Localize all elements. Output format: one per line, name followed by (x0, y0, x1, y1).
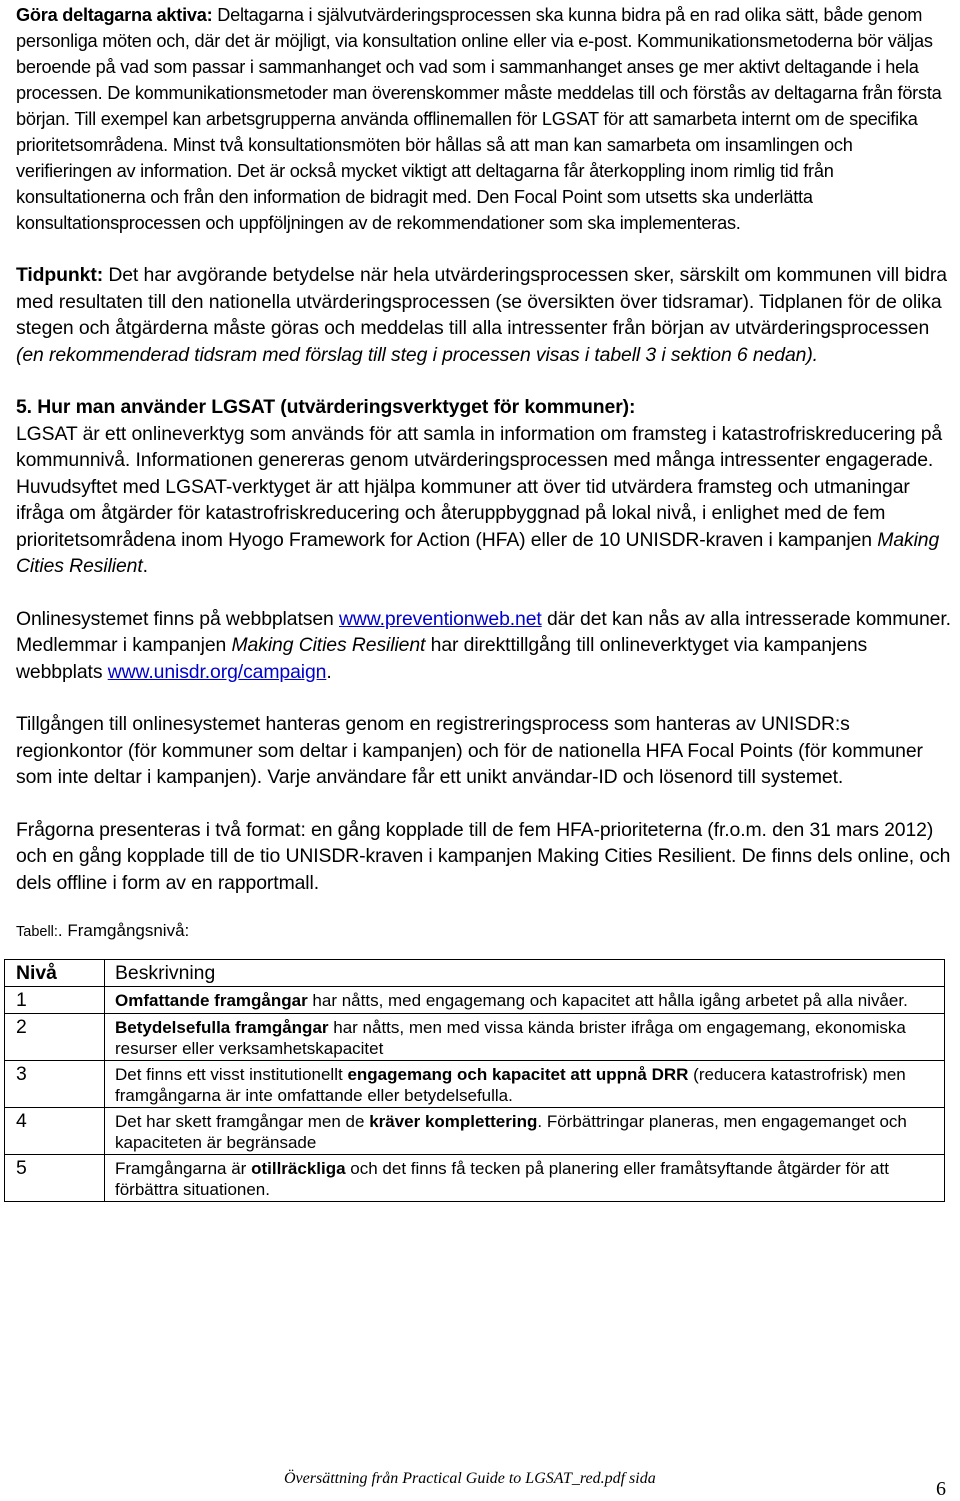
level-cell: 1 (5, 987, 105, 1014)
participants-text: Deltagarna i självutvärderingsprocessen ska kunna bidra på en rad olika sätt, både genom personliga möten och, där det är möjligt, via konsultation online eller via e-post. Kommunikationsmetoderna bör väljas beroende på vad som passar i sammanhanget och vad som i sammanhanget anses ge mer aktivt deltagande i hela processen. De kommunikationsmetoder man överenskommer måste meddelas till och förstås av deltagarna från första början. Till exempel kan arbetsgrupperna använda offlinemallen för LGSAT för att samarbeta internt om de specifika prioritetsområdena. Minst två konsultationsmöten bör hållas så att man kan samarbeta om insamlingen och verifieringen av information. Det är också mycket viktigt att deltagarna får återkoppling inom rimlig tid från konsultationerna och från den information de bidragit med. Den Focal Point som utsetts ska underlätta konsultationsprocessen och uppföljningen av de rekommendationer som ska implementeras. (16, 5, 942, 233)
document-page (16, 2, 952, 1202)
level-cell: 5 (5, 1155, 105, 1202)
paragraph-questions: Frågorna presenteras i två format: en gång kopplade till de fem HFA-prioriteterna (fr.o.m. den 31 mars 2012) och en gång kopplade till de tio UNISDR-kraven i kampanjen Making Cities Resilient. De finns dels online, och dels offline i form av en rapportmall. (16, 818, 951, 894)
paragraph-access: Tillgången till onlinesystemet hanteras genom en registreringsprocess som hanteras av UNISDR:s regionkontor (för kommuner som deltar i kampanjen) och för de nationella HFA Focal Points (för kommuner som inte deltar i kampanjen). Varje användare får ett unikt användar-ID och lösenord till systemet. (16, 713, 923, 788)
participants-heading: Göra deltagarna aktiva: (16, 5, 213, 25)
table-row (5, 1014, 945, 1061)
description-cell: Det har skett framgångar men de kräver komplettering. Förbättringar planeras, men engagemanget och kapaciteten är begränsade (105, 1108, 945, 1155)
table-caption-prefix: Tabell: (16, 924, 58, 940)
preventionweb-link[interactable]: www.preventionweb.net (339, 607, 542, 630)
paragraph-online: Onlinesystemet finns på webbplatsen www.preventionweb.net där det kan nås av alla intresserade kommuner. Medlemmar i kampanjen Making Cities Resilient har direkttillgång till onlineverktyget via kampanjens webbplats www.unisdr.org/campaign. (16, 607, 951, 683)
online-campaign-name: Making Cities Resilient (231, 634, 426, 656)
success-level-table (4, 959, 945, 1202)
section-5-heading: 5. Hur man använder LGSAT (utvärderingsverktyget för kommuner): (16, 396, 636, 418)
paragraph-participants (16, 2, 952, 236)
header-level: Nivå (5, 960, 105, 987)
table-header-row (5, 960, 945, 987)
table-row (5, 1108, 945, 1155)
table-caption (16, 920, 952, 943)
description-cell: Det finns ett visst institutionellt engagemang och kapacitet att uppnå DRR (reducera katastrofrisk) men framgångarna är inte omfattande eller betydelsefulla. (105, 1061, 945, 1108)
unisdr-campaign-link[interactable]: www.unisdr.org/campaign (107, 660, 327, 683)
timing-text: Det har avgörande betydelse när hela utvärderingsprocessen sker, särskilt om kommunen vill bidra med resultaten till den nationella utvärderingsprocessen (se översikten över tidsramar). Tidplanen för de olika stegen och åtgärderna måste göras och meddelas till alla intressenter från början av utvärderingsprocessen (16, 264, 947, 339)
description-cell: Omfattande framgångar har nåtts, med engagemang och kapacitet att hålla igång arbetet på alla nivåer. (105, 987, 945, 1014)
section-5: 5. Hur man använder LGSAT (utvärderingsverktyget för kommuner): LGSAT är ett onlineverktyg som används för att samla in information om framsteg i katastrofriskreducering på kommunnivå. Informationen genereras genom utvärderingsprocessen med många intressenter engagerade. Huvudsyftet med LGSAT-verktyget är att hjälpa kommuner att över tid utvärdera framsteg och utmaningar ifråga om åtgärder för katastrofriskreducering och återuppbyggnad på lokal nivå, i enlighet med de fem prioritetsområdena inom Hyogo Framework for Action (HFA) eller de 10 UNISDR-kraven i kampanjen Making Cities Resilient. (16, 396, 943, 577)
table-row (5, 987, 945, 1014)
description-cell: Betydelsefulla framgångar har nåtts, men med vissa kända brister ifråga om engagemang, ekonomiska resurser eller verksamhetskapacitet (105, 1014, 945, 1061)
section-5-text: LGSAT är ett onlineverktyg som används för att samla in information om framsteg i katastrofriskreducering på kommunnivå. Informationen genereras genom utvärderingsprocessen med många intressenter engagerade. Huvudsyftet med LGSAT-verktyget är att hjälpa kommuner att över tid utvärdera framsteg och utmaningar ifråga om åtgärder för katastrofriskreducering och återuppbyggnad på lokal nivå, i enlighet med de fem prioritetsområdena inom Hyogo Framework for Action (HFA) eller de 10 UNISDR-kraven i kampanjen (16, 422, 943, 551)
level-cell: 4 (5, 1108, 105, 1155)
level-cell: 2 (5, 1014, 105, 1061)
section-5-campaign-name: Making Cities Resilient (16, 528, 940, 577)
page-number: 6 (936, 1478, 946, 1500)
table-caption-title: . Framgångsnivå: (57, 921, 190, 940)
level-cell: 3 (5, 1061, 105, 1108)
table-row (5, 1061, 945, 1108)
paragraph-timing (16, 262, 952, 368)
description-cell: Framgångarna är otillräckliga och det finns få tecken på planering eller framåtsyftande åtgärder för att förbättra situationen. (105, 1155, 945, 1202)
timing-italic-note: (en rekommenderad tidsram med förslag till steg i processen visas i tabell 3 i sektion 6 nedan). (16, 343, 818, 366)
header-description: Beskrivning (105, 960, 945, 987)
page-footer: Översättning från Practical Guide to LGSAT_red.pdf sida (284, 1470, 656, 1487)
timing-heading: Tidpunkt: (16, 264, 104, 286)
table-row (5, 1155, 945, 1202)
